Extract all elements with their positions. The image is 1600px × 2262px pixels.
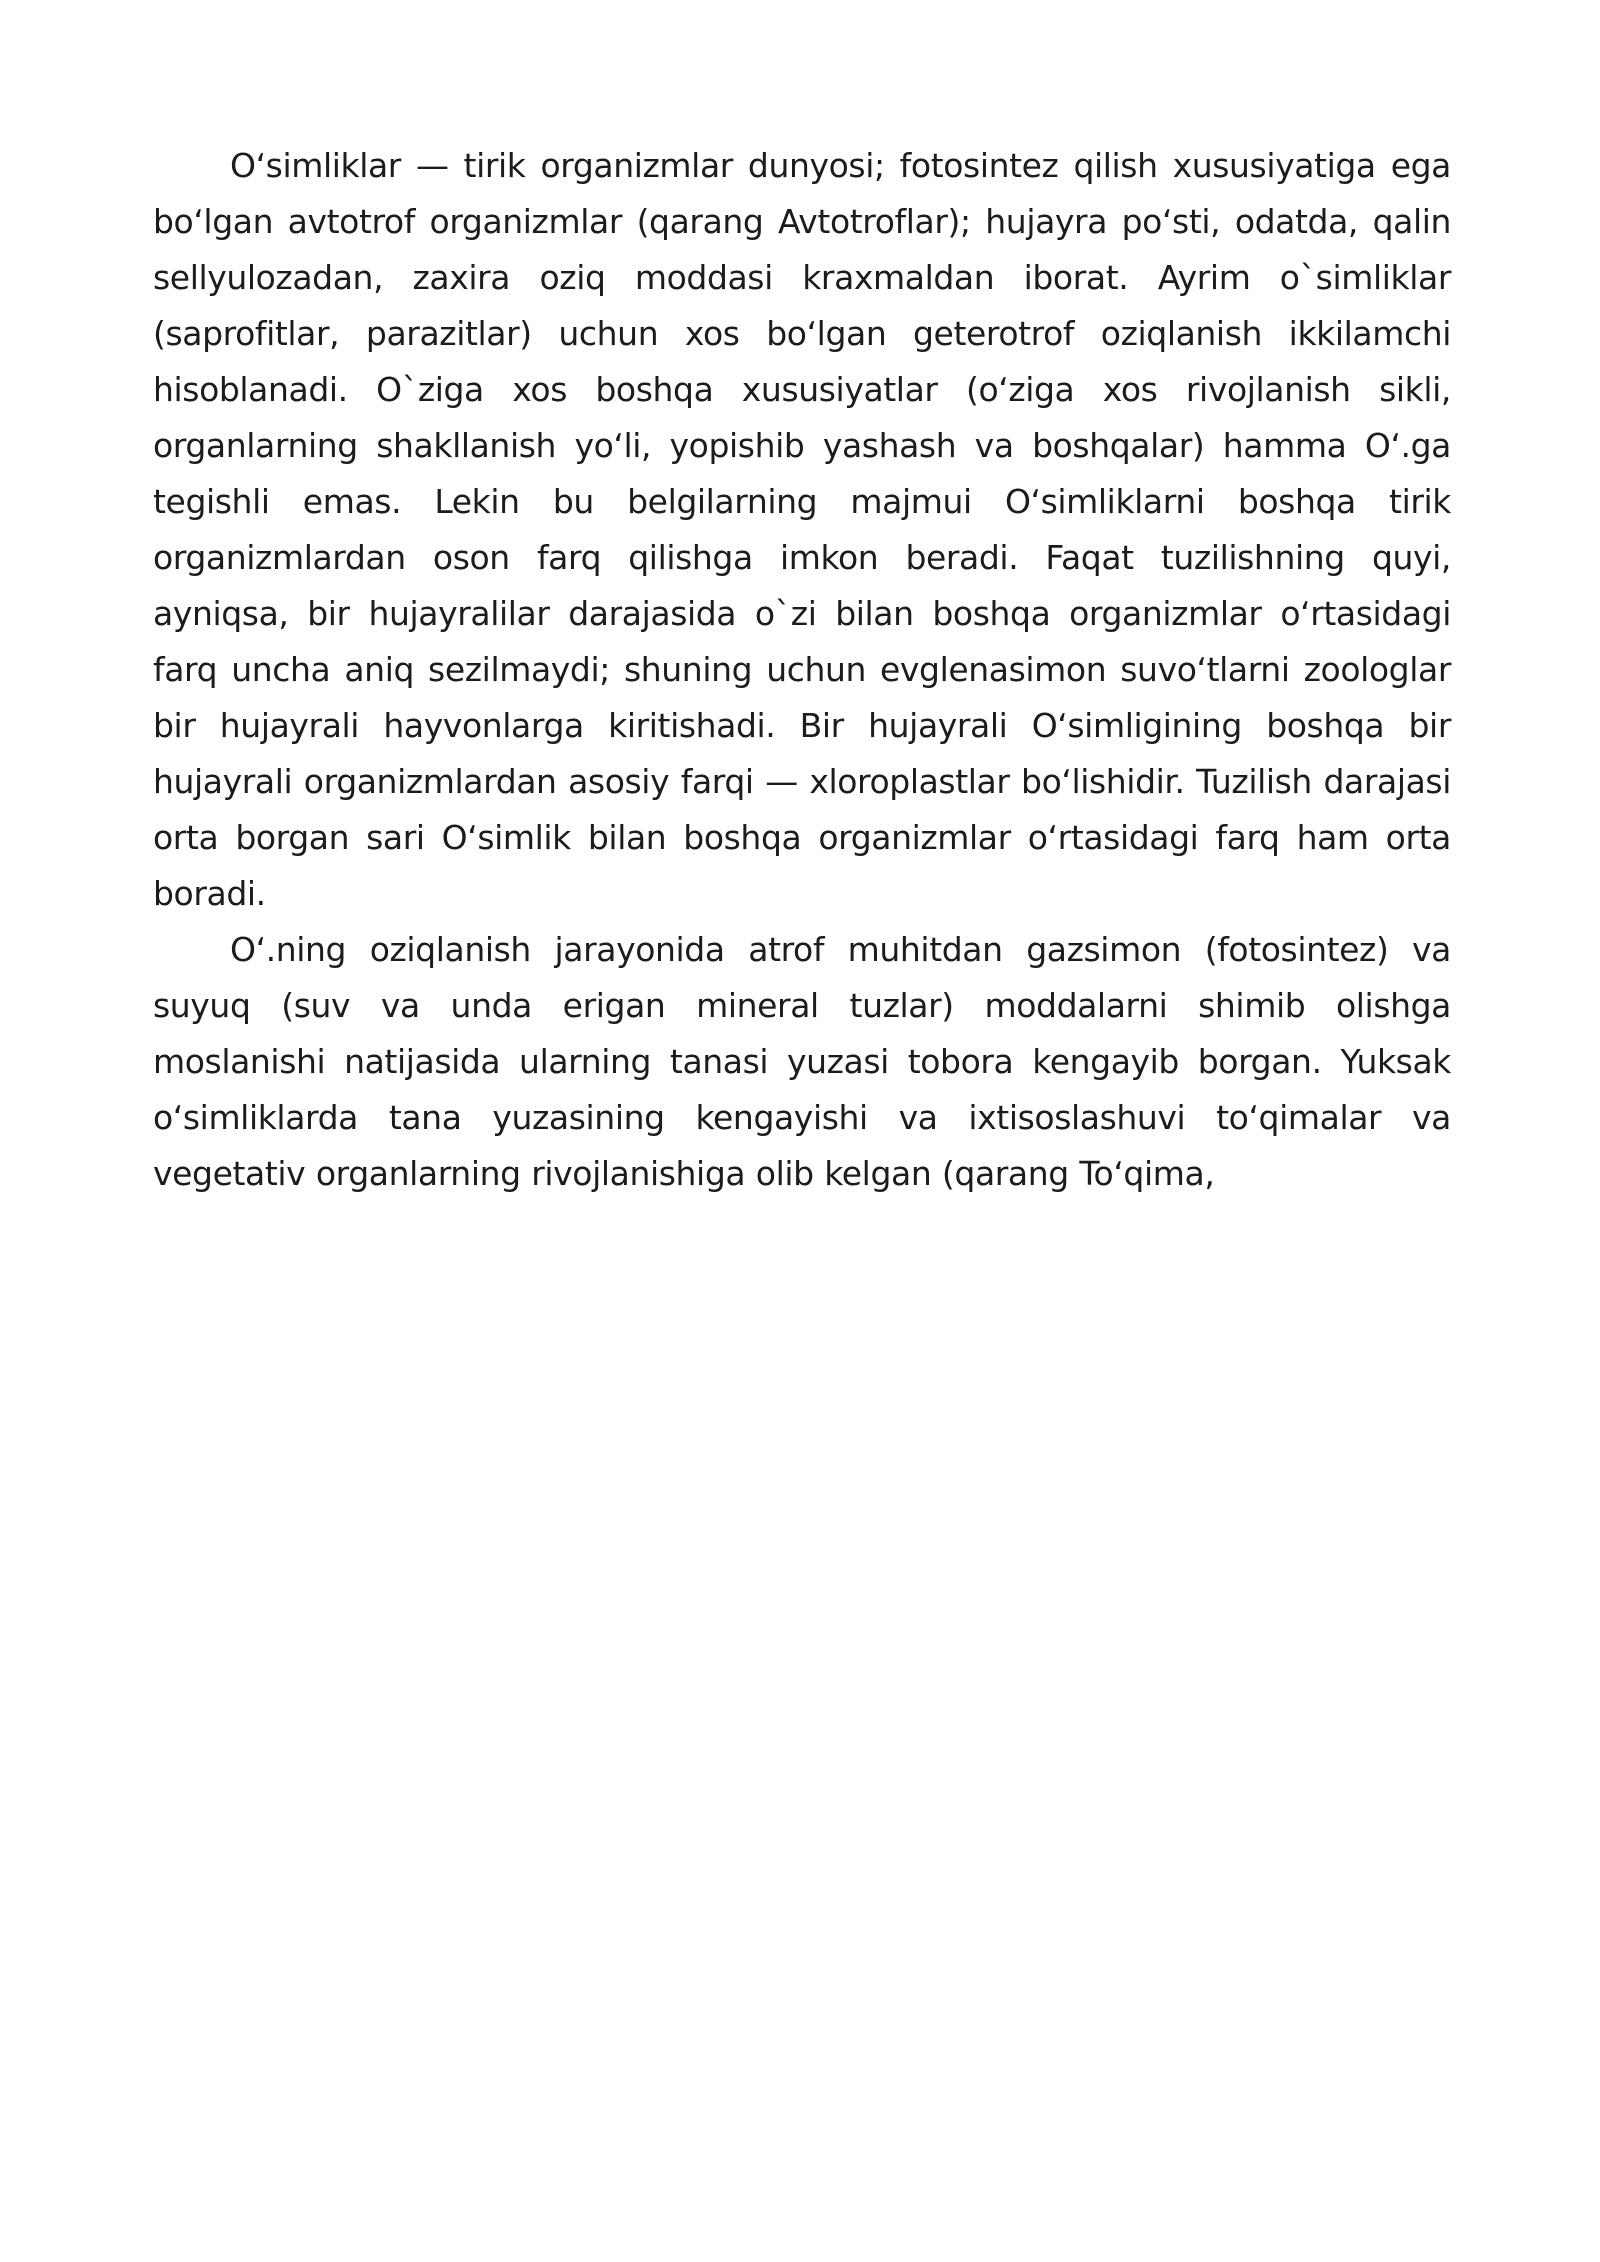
paragraph-plants-nutrition: O‘.ning oziqlanish jarayonida atrof muhitdan gazsimon (fotosintez) va suyuq (suv va unda erigan mineral tuzlar) moddalarni shimib olishga moslanishi natijasida ularning tanasi yuzasi tobora kengayib borgan. Yuksak o‘simliklarda tana yuzasining kengayishi va ixtisoslashuvi to‘qimalar va vegetativ organlarning rivojlanishiga olib kelgan (qarang To‘qima, — [153, 930, 1451, 1193]
paragraph-plants-definition: O‘simliklar — tirik organizmlar dunyosi; fotosintez qilish xususiyatiga ega bo‘lgan avtotrof organizmlar (qarang Avtotroflar); hujayra po‘sti, odatda, qalin sellyulozadan, zaxira oziq moddasi kraxmaldan iborat. Ayrim o`simliklar (saprofitlar, parazitlar) uchun xos bo‘lgan geterotrof oziqlanish ikkilamchi hisoblanadi. O`ziga xos boshqa xususiyatlar (o‘ziga xos rivojlanish sikli, organlarning shakllanish yo‘li, yopishib yashash va boshqalar) hamma O‘.ga tegishli emas. Lekin bu belgilarning majmui O‘simliklarni boshqa tirik organizmlardan oson farq qilishga imkon beradi. Faqat tuzilishning quyi, ayniqsa, bir hujayralilar darajasida o`zi bilan boshqa organizmlar o‘rtasidagi farq uncha aniq sezilmaydi; shuning uchun evglenasimon suvo‘tlarni zoologlar bir hujayrali hayvonlarga kiritishadi. Bir hujayrali O‘simligining boshqa bir hujayrali organizmlardan asosiy farqi — xloroplastlar bo‘lishidir. Tuzilish darajasi orta borgan sari O‘simlik bilan boshqa organizmlar o‘rtasidagi farq ham orta boradi. — [153, 146, 1451, 913]
document-body — [153, 138, 1451, 1202]
